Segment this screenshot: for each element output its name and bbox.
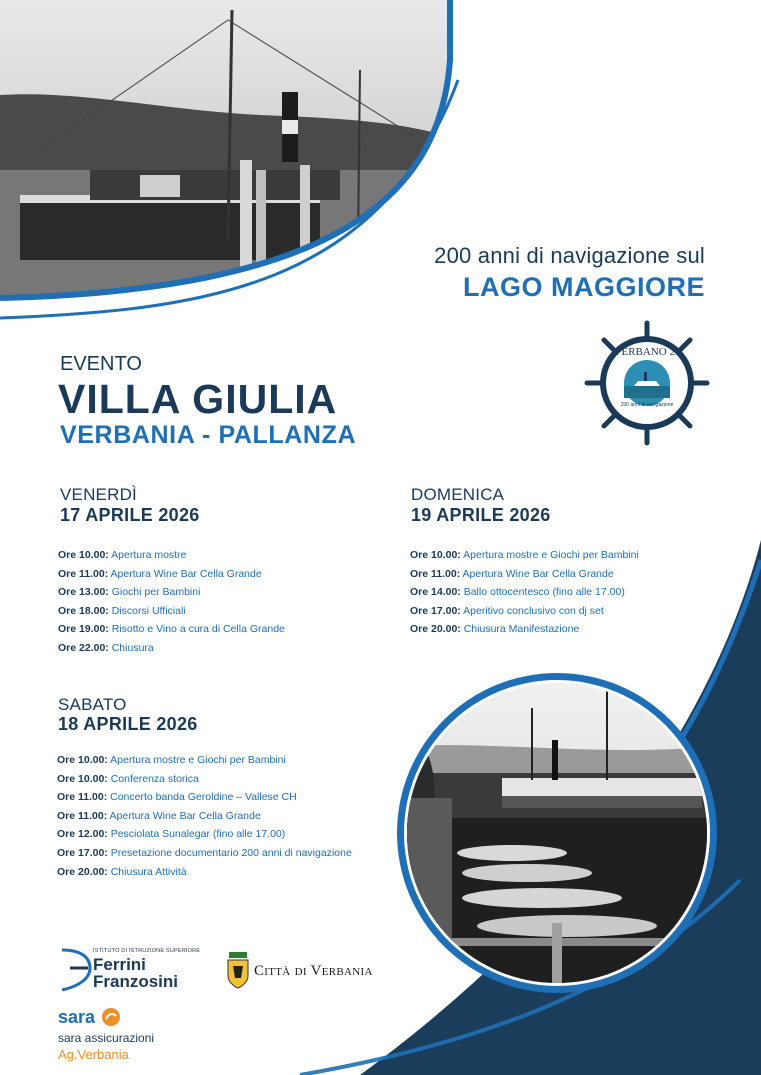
list-item: Ore 17.00: Presetazione documentario 200 anni di navigazione: [57, 846, 352, 859]
sunday-program: [410, 546, 639, 639]
event-place: VERBANIA - PALLANZA: [60, 421, 357, 449]
list-item: Ore 20.00: Chiusura Attività: [57, 865, 187, 878]
day-saturday-date: 18 APRILE 2026: [58, 714, 198, 734]
list-item: Ore 18.00: Discorsi Ufficiali: [58, 604, 186, 617]
list-item: Ore 11.00: Apertura Wine Bar Cella Grande: [57, 809, 261, 822]
list-item: Ore 11.00: Apertura Wine Bar Cella Grande: [58, 567, 262, 580]
list-item: Ore 10.00: Conferenza storica: [57, 772, 199, 785]
list-item: Ore 11.00: Apertura Wine Bar Cella Grande: [410, 567, 614, 580]
day-sunday-name: DOMENICA: [411, 485, 505, 504]
list-item: Ore 19.00: Risotto e Vino a cura di Cella Grande: [58, 623, 285, 636]
day-friday-name: VENERDÌ: [60, 485, 137, 504]
city-name: Città di Verbania: [254, 963, 373, 979]
list-item: Ore 22.00: Chiusura: [58, 641, 154, 654]
school-name-line2: Franzosini: [93, 972, 179, 991]
list-item: Ore 20.00: Chiusura Manifestazione: [410, 623, 580, 636]
header-subtitle: 200 anni di navigazione sul: [434, 243, 705, 268]
friday-program: [58, 546, 285, 658]
verbano-wheel-logo: [584, 320, 710, 446]
school-name-line1: Ferrini: [93, 955, 146, 974]
list-item: Ore 13.00: Giochi per Bambini: [58, 586, 201, 599]
school-small-label: ISTITUTO DI ISTRUZIONE SUPERIORE: [93, 948, 201, 954]
list-item: Ore 17.00: Aperitivo conclusivo con dj set: [410, 604, 604, 617]
day-saturday-name: SABATO: [58, 695, 127, 714]
saturday-program: [57, 751, 352, 881]
day-sunday-date: 19 APRILE 2026: [411, 505, 551, 525]
list-item: Ore 11.00: Concerto banda Geroldine – Vallese CH: [57, 791, 297, 804]
sara-agency: Ag.Verbania: [58, 1047, 129, 1062]
city-crest-icon: [226, 950, 250, 990]
list-item: Ore 10.00: Apertura mostre e Giochi per Bambini: [57, 754, 286, 766]
list-item: Ore 10.00: Apertura mostre e Giochi per Bambini: [410, 549, 639, 561]
badge-tagline: 200 anni di navigazione: [620, 402, 674, 408]
harbor-boats-photo: [392, 668, 722, 998]
school-logo-icon: [58, 944, 94, 996]
list-item: Ore 10.00: Apertura mostre: [58, 549, 187, 561]
sara-logo-icon: [101, 1007, 121, 1027]
list-item: Ore 14.00: Ballo ottocentesco (fino alle 17.00): [410, 586, 625, 599]
badge-name: VERBANO 26: [613, 346, 681, 358]
sara-brand: sara: [58, 1007, 96, 1027]
sara-company-name: sara assicurazioni: [58, 1031, 155, 1045]
event-venue: VILLA GIULIA: [58, 376, 338, 422]
list-item: Ore 12.00: Pesciolata Sunalegar (fino alle 17.00): [57, 828, 286, 841]
event-kicker: EVENTO: [60, 353, 142, 375]
day-friday-date: 17 APRILE 2026: [60, 505, 200, 525]
header-title: LAGO MAGGIORE: [463, 272, 705, 302]
